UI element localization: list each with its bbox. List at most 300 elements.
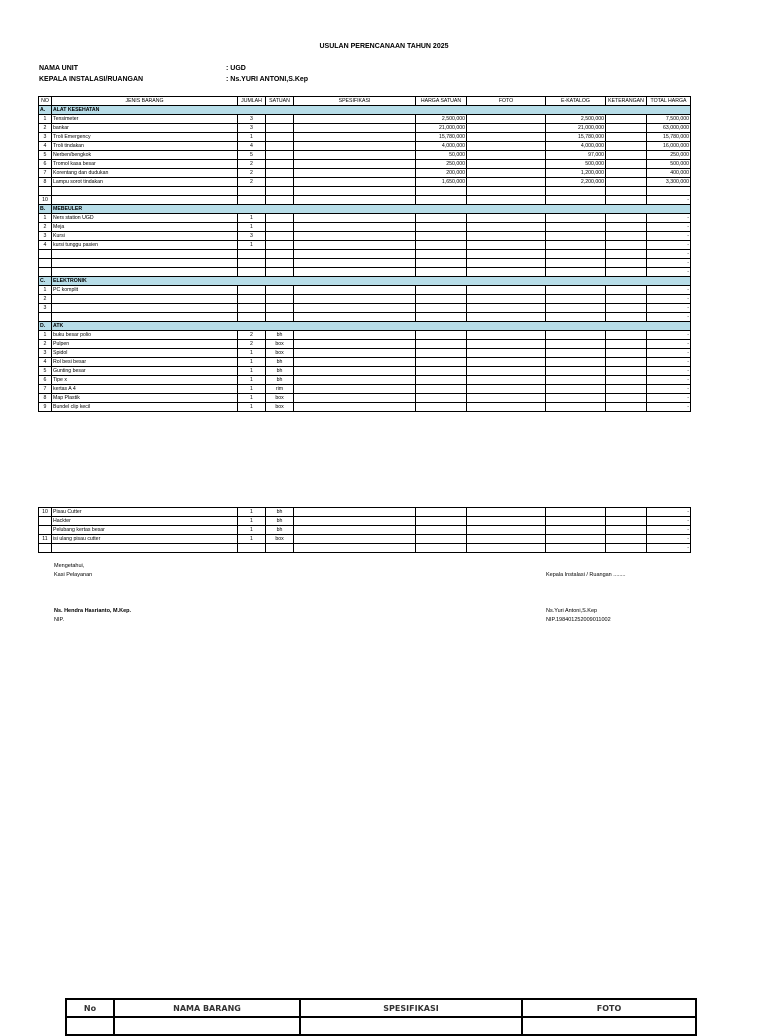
- cell-qty: [238, 313, 266, 322]
- table-row: [39, 304, 691, 313]
- cell-ekatalog: [546, 286, 606, 295]
- col-foto: FOTO: [467, 97, 546, 106]
- cell-photo: [467, 241, 546, 250]
- cell-remarks: [606, 187, 647, 196]
- cell-remarks: [606, 376, 647, 385]
- cell-unit: [266, 214, 294, 223]
- cell-ekatalog: [546, 358, 606, 367]
- cell-photo: [467, 250, 546, 259]
- cell-remarks: [606, 535, 647, 544]
- cell-photo: [467, 223, 546, 232]
- cell-photo: [467, 151, 546, 160]
- table-row: [39, 331, 691, 340]
- cell-no: [39, 187, 52, 196]
- cell-qty: 2: [238, 340, 266, 349]
- table-row: [39, 367, 691, 376]
- table-row: [39, 115, 691, 124]
- cell-total: -: [647, 259, 691, 268]
- cell-unit: [266, 259, 294, 268]
- cell-qty: 1: [238, 376, 266, 385]
- cell-unit-price: [416, 259, 467, 268]
- table-row: [39, 196, 691, 205]
- cell-no: 9: [39, 403, 52, 412]
- cell-qty: [238, 268, 266, 277]
- cell-unit: bh: [266, 367, 294, 376]
- cell-ekatalog: [546, 241, 606, 250]
- cell-no: 2: [39, 340, 52, 349]
- cell-unit: [266, 313, 294, 322]
- cell-unit-price: [416, 367, 467, 376]
- section-code: A.: [39, 106, 52, 115]
- cell-unit: [266, 196, 294, 205]
- cell-photo: [467, 304, 546, 313]
- table-row: [39, 142, 691, 151]
- cell-spec: [294, 196, 416, 205]
- cell-photo: [467, 313, 546, 322]
- cell-item-name: Meja: [52, 223, 238, 232]
- cell-remarks: [606, 160, 647, 169]
- col-keterangan: KETERANGAN: [606, 97, 647, 106]
- cell-item-name: Nerben/bengkok: [52, 151, 238, 160]
- cell-unit-price: [416, 268, 467, 277]
- cell-unit-price: [416, 241, 467, 250]
- cell-spec: [294, 142, 416, 151]
- cell-qty: 1: [238, 349, 266, 358]
- cell-unit-price: [416, 394, 467, 403]
- cell-ekatalog: [546, 376, 606, 385]
- cell-spec: [294, 304, 416, 313]
- table-row: [39, 508, 691, 517]
- col-jumlah: JUMLAH: [238, 97, 266, 106]
- cell-photo: [467, 349, 546, 358]
- cell-remarks: [606, 124, 647, 133]
- cell-qty: 2: [238, 160, 266, 169]
- cell-item-name: Troli tindakan: [52, 142, 238, 151]
- cell-total: -: [647, 508, 691, 517]
- cell-photo: [467, 403, 546, 412]
- table-row: [39, 178, 691, 187]
- cell-photo: [467, 526, 546, 535]
- cell-unit-price: [416, 232, 467, 241]
- meta-unit-value: : UGD: [226, 65, 246, 72]
- cell-total: -: [647, 394, 691, 403]
- cell-unit-price: [416, 331, 467, 340]
- ward-head-title: Kepala Instalasi / Ruangan ........: [546, 572, 626, 578]
- col-no: NO: [39, 97, 52, 106]
- cell-total: -: [647, 358, 691, 367]
- meta-head-value: : Ns.YURI ANTONI,S.Kep: [226, 76, 309, 83]
- cell-remarks: [606, 358, 647, 367]
- cell-remarks: [606, 304, 647, 313]
- cell-item-name: [52, 187, 238, 196]
- cell-item-name: Pulpen: [52, 340, 238, 349]
- cell-qty: 1: [238, 508, 266, 517]
- cell-qty: 2: [238, 169, 266, 178]
- cell-remarks: [606, 232, 647, 241]
- cell-photo: [467, 196, 546, 205]
- cell-item-name: Ners station UGD: [52, 214, 238, 223]
- cell-unit: [266, 115, 294, 124]
- cell-unit-price: [416, 535, 467, 544]
- cell-no: [39, 268, 52, 277]
- cell-qty: 4: [238, 142, 266, 151]
- cell-item-name: Tipe x: [52, 376, 238, 385]
- cell-no: [39, 250, 52, 259]
- cell-spec: [294, 394, 416, 403]
- cell-unit: box: [266, 403, 294, 412]
- cell-qty: 1: [238, 133, 266, 142]
- cell-spec: [294, 295, 416, 304]
- cell-photo: [467, 178, 546, 187]
- cell-remarks: [606, 313, 647, 322]
- cell-remarks: [606, 286, 647, 295]
- cell-ekatalog: [546, 304, 606, 313]
- table-row: [39, 187, 691, 196]
- cell-ekatalog: [546, 544, 606, 553]
- cell-qty: 3: [238, 115, 266, 124]
- cell-photo: [467, 115, 546, 124]
- section-code: C.: [39, 277, 52, 286]
- cell-remarks: [606, 295, 647, 304]
- cell-total: -: [647, 286, 691, 295]
- table-row: [39, 259, 691, 268]
- procurement-table-continued: [38, 507, 691, 553]
- table-row: [39, 133, 691, 142]
- cell-spec: [294, 268, 416, 277]
- cell-total: 15,780,000: [647, 133, 691, 142]
- cell-unit: bh: [266, 331, 294, 340]
- cell-ekatalog: 2,200,000: [546, 178, 606, 187]
- cell-unit-price: 1,650,000: [416, 178, 467, 187]
- cell-remarks: [606, 544, 647, 553]
- cell-item-name: [52, 268, 238, 277]
- cell-photo: [467, 535, 546, 544]
- table-row: [39, 250, 691, 259]
- cell-total: -: [647, 313, 691, 322]
- cell-photo: [467, 286, 546, 295]
- table-row: [39, 385, 691, 394]
- cell-spec: [294, 358, 416, 367]
- cell-remarks: [606, 259, 647, 268]
- cell-photo: [467, 358, 546, 367]
- cell-item-name: Tensimeter: [52, 115, 238, 124]
- cell-total: -: [647, 544, 691, 553]
- cell-remarks: [606, 196, 647, 205]
- table-row: [39, 376, 691, 385]
- cell-spec: [294, 214, 416, 223]
- cell-no: 2: [39, 295, 52, 304]
- cell-total: -: [647, 331, 691, 340]
- cell-unit-price: 50,000: [416, 151, 467, 160]
- table-row: [39, 232, 691, 241]
- cell-unit: [266, 187, 294, 196]
- cell-spec: [294, 115, 416, 124]
- cell-ekatalog: 1,200,000: [546, 169, 606, 178]
- cell-total: -: [647, 340, 691, 349]
- cell-remarks: [606, 250, 647, 259]
- cell-unit: box: [266, 394, 294, 403]
- cell-unit-price: 21,000,000: [416, 124, 467, 133]
- cell-item-name: [52, 295, 238, 304]
- cell-item-name: Korentang dan dudukan: [52, 169, 238, 178]
- cell-item-name: Pelubang kertas besar: [52, 526, 238, 535]
- service-head-name: Ns. Hendra Hasrianto, M.Kep.: [54, 608, 132, 614]
- cell-photo: [467, 259, 546, 268]
- foot-col-no: No: [66, 999, 114, 1017]
- cell-qty: 1: [238, 526, 266, 535]
- next-page-row: [66, 1017, 696, 1035]
- col-spesifikasi: SPESIFIKASI: [294, 97, 416, 106]
- cell-spec: [294, 232, 416, 241]
- cell-ekatalog: [546, 268, 606, 277]
- cell-ekatalog: [546, 331, 606, 340]
- cell-total: -: [647, 250, 691, 259]
- cell-spec: [294, 187, 416, 196]
- cell-total: -: [647, 349, 691, 358]
- cell-unit: [266, 304, 294, 313]
- cell-ekatalog: [546, 517, 606, 526]
- cell-item-name: kursi tunggu pasien: [52, 241, 238, 250]
- cell-no: 1: [39, 331, 52, 340]
- cell-unit-price: [416, 304, 467, 313]
- cell-no: 1: [39, 286, 52, 295]
- section-title: ALAT KESEHATAN: [52, 106, 691, 115]
- cell-unit: [266, 544, 294, 553]
- cell-no: 4: [39, 241, 52, 250]
- cell-total: -: [647, 304, 691, 313]
- table-row: [39, 544, 691, 553]
- cell-unit: [266, 142, 294, 151]
- cell-no: 5: [39, 367, 52, 376]
- cell-total: -: [647, 241, 691, 250]
- cell-spec: [294, 349, 416, 358]
- cell-unit: bh: [266, 376, 294, 385]
- cell-remarks: [606, 526, 647, 535]
- cell-photo: [467, 232, 546, 241]
- cell-spec: [294, 517, 416, 526]
- foot-col-foto: FOTO: [522, 999, 696, 1017]
- table-row: [39, 403, 691, 412]
- cell-qty: 3: [238, 232, 266, 241]
- document-title: USULAN PERENCANAAN TAHUN 2025: [319, 43, 449, 50]
- cell-item-name: bankar: [52, 124, 238, 133]
- cell-spec: [294, 403, 416, 412]
- cell-total: [647, 187, 691, 196]
- cell-remarks: [606, 394, 647, 403]
- table-row: [39, 349, 691, 358]
- cell-remarks: [606, 508, 647, 517]
- cell-item-name: Spidol: [52, 349, 238, 358]
- cell-remarks: [606, 241, 647, 250]
- cell-no: 1: [39, 214, 52, 223]
- cell-unit-price: [416, 250, 467, 259]
- cell-ekatalog: 15,780,000: [546, 133, 606, 142]
- cell-item-name: Pisau Cutter: [52, 508, 238, 517]
- cell-no: 6: [39, 160, 52, 169]
- cell-remarks: [606, 340, 647, 349]
- cell-remarks: [606, 517, 647, 526]
- cell-unit-price: [416, 295, 467, 304]
- cell-item-name: [52, 259, 238, 268]
- cell-spec: [294, 250, 416, 259]
- cell-qty: [238, 259, 266, 268]
- cell-photo: [467, 295, 546, 304]
- cell-spec: [294, 376, 416, 385]
- cell-unit: box: [266, 340, 294, 349]
- cell-unit-price: [416, 313, 467, 322]
- cell-unit-price: [416, 340, 467, 349]
- cell-total: -: [647, 214, 691, 223]
- section-code: D.: [39, 322, 52, 331]
- cell-no: 7: [39, 385, 52, 394]
- cell-spec: [294, 331, 416, 340]
- table-row: [39, 268, 691, 277]
- cell-spec: [294, 124, 416, 133]
- cell-qty: [238, 250, 266, 259]
- cell-remarks: [606, 133, 647, 142]
- cell-ekatalog: [546, 250, 606, 259]
- cell-total: -: [647, 526, 691, 535]
- next-page-table: [65, 998, 697, 1036]
- cell-ekatalog: 97,000: [546, 151, 606, 160]
- cell-spec: [294, 259, 416, 268]
- table-row: [39, 214, 691, 223]
- cell-photo: [467, 187, 546, 196]
- meta-head-label: KEPALA INSTALASI/RUANGAN: [39, 76, 144, 83]
- cell-no: 4: [39, 358, 52, 367]
- cell-item-name: buku besar polio: [52, 331, 238, 340]
- cell-photo: [467, 169, 546, 178]
- cell-item-name: [52, 313, 238, 322]
- cell-total: -: [647, 376, 691, 385]
- cell-no: 3: [39, 304, 52, 313]
- cell-unit-price: [416, 196, 467, 205]
- cell-no: [39, 544, 52, 553]
- foot-col-spesifikasi: SPESIFIKASI: [300, 999, 522, 1017]
- cell-unit: [266, 160, 294, 169]
- cell-ekatalog: [546, 349, 606, 358]
- cell-unit: [266, 232, 294, 241]
- cell-ekatalog: [546, 508, 606, 517]
- section-title: MEBEULER: [52, 205, 691, 214]
- cell-item-name: Rol besi besar: [52, 358, 238, 367]
- cell-spec: [294, 133, 416, 142]
- cell-total: -: [647, 403, 691, 412]
- cell-no: 8: [39, 178, 52, 187]
- cell-total: -: [647, 385, 691, 394]
- section-title: ELEKTRONIK: [52, 277, 691, 286]
- cell-remarks: [606, 115, 647, 124]
- cell-unit-price: [416, 223, 467, 232]
- cell-unit-price: [416, 214, 467, 223]
- cell-unit-price: [416, 187, 467, 196]
- cell-unit-price: [416, 517, 467, 526]
- cell-qty: 2: [238, 178, 266, 187]
- cell-photo: [467, 544, 546, 553]
- cell-unit: [266, 223, 294, 232]
- cell-spec: [294, 286, 416, 295]
- cell-qty: [238, 286, 266, 295]
- cell-no: 2: [39, 124, 52, 133]
- cell-photo: [467, 160, 546, 169]
- cell-no: 4: [39, 142, 52, 151]
- section-row: [39, 277, 691, 286]
- cell-item-name: [52, 304, 238, 313]
- cell-unit: rim: [266, 385, 294, 394]
- cell-item-name: Map Plastik: [52, 394, 238, 403]
- cell-unit: [266, 133, 294, 142]
- cell-no: 1: [39, 115, 52, 124]
- cell-unit: [266, 286, 294, 295]
- cell-photo: [467, 124, 546, 133]
- cell-spec: [294, 241, 416, 250]
- cell-total: 500,000: [647, 160, 691, 169]
- cell-no: 2: [39, 223, 52, 232]
- cell-spec: [294, 367, 416, 376]
- ack-label: Mengetahui,: [54, 563, 85, 569]
- cell-unit-price: 4,000,000: [416, 142, 467, 151]
- cell-qty: 1: [238, 535, 266, 544]
- cell-photo: [467, 133, 546, 142]
- cell-spec: [294, 526, 416, 535]
- cell-qty: 1: [238, 223, 266, 232]
- cell-unit: bh: [266, 358, 294, 367]
- procurement-table: [38, 96, 691, 412]
- cell-photo: [467, 385, 546, 394]
- cell-remarks: [606, 268, 647, 277]
- cell-no: [39, 259, 52, 268]
- cell-qty: 1: [238, 241, 266, 250]
- col-jenis-barang: JENIS BARANG: [52, 97, 238, 106]
- cell-ekatalog: [546, 196, 606, 205]
- cell-qty: [238, 295, 266, 304]
- cell-remarks: [606, 367, 647, 376]
- cell-ekatalog: [546, 403, 606, 412]
- table-row: [39, 517, 691, 526]
- cell-no: 7: [39, 169, 52, 178]
- cell-total: -: [647, 223, 691, 232]
- cell-unit: [266, 241, 294, 250]
- service-head-nip: NIP.: [54, 617, 64, 623]
- cell-photo: [467, 142, 546, 151]
- cell-total: -: [647, 268, 691, 277]
- cell-no: 3: [39, 133, 52, 142]
- cell-spec: [294, 535, 416, 544]
- cell-photo: [467, 340, 546, 349]
- cell-unit-price: 200,000: [416, 169, 467, 178]
- cell-unit: [266, 250, 294, 259]
- cell-ekatalog: [546, 223, 606, 232]
- cell-ekatalog: 4,000,000: [546, 142, 606, 151]
- cell-qty: 1: [238, 517, 266, 526]
- cell-unit-price: [416, 403, 467, 412]
- cell-qty: [238, 187, 266, 196]
- cell-total: -: [647, 535, 691, 544]
- cell-total: 250,000: [647, 151, 691, 160]
- cell-remarks: [606, 403, 647, 412]
- cell-item-name: [52, 196, 238, 205]
- cell-total: -: [647, 295, 691, 304]
- cell-total: 16,000,000: [647, 142, 691, 151]
- cell-photo: [467, 376, 546, 385]
- cell-qty: 1: [238, 385, 266, 394]
- cell-item-name: Tromol kasa besar: [52, 160, 238, 169]
- cell-no: [39, 517, 52, 526]
- cell-spec: [294, 151, 416, 160]
- ward-head-nip: NIP.198401252009011002: [546, 617, 611, 623]
- cell-total: -: [647, 367, 691, 376]
- cell-no: 5: [39, 151, 52, 160]
